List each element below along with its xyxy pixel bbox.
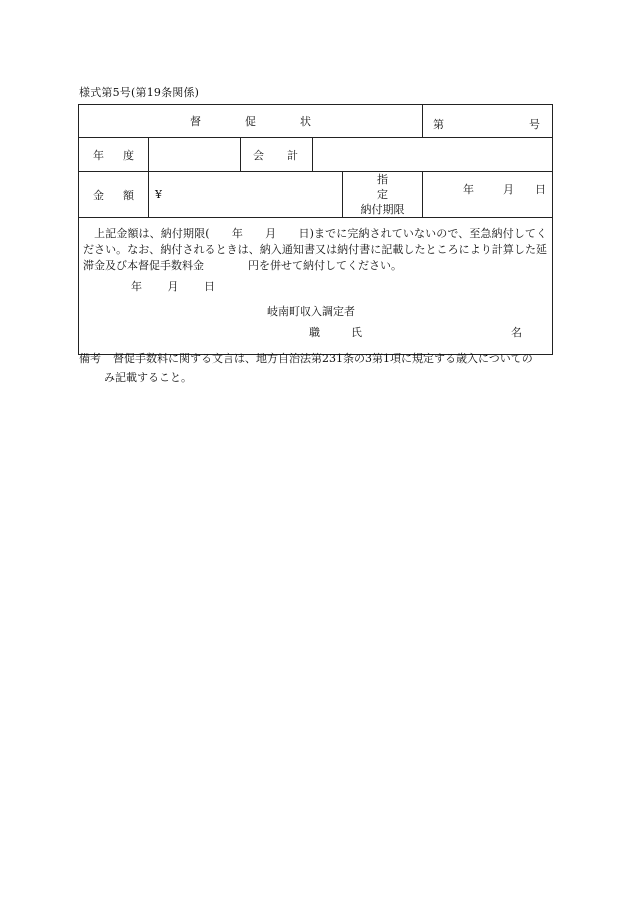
remarks-line-2: み記載すること。 <box>104 371 192 384</box>
account-label-cell <box>241 138 313 172</box>
issue-day-unit: 日 <box>204 280 215 293</box>
notice-line-2: てください。なお、納付されるときは、納入通知書又は納付書に記載したところにより計 <box>83 227 547 256</box>
demand-notice-form <box>78 104 553 355</box>
fiscal-year-value <box>149 138 241 172</box>
fiscal-year-label-char1: 年 <box>93 148 104 162</box>
amount-label-char1: 金 <box>93 188 104 202</box>
account-value <box>313 138 553 172</box>
number-prefix: 第 <box>433 118 444 131</box>
issue-date <box>131 278 237 294</box>
account-label-char2: 計 <box>287 148 298 162</box>
designated-label-line1: 指定 <box>377 173 410 201</box>
remarks-line-1: 督促手数料に関する文言は、地方自治法第231条の3第1項に規定する歳入についての <box>113 352 533 365</box>
issue-month-unit: 月 <box>167 280 179 293</box>
number-suffix: 号 <box>529 118 540 131</box>
notice-text <box>83 226 547 274</box>
notice-line-3: 算した延滞金及び本督促手数料金 円を併せて納付してください。 <box>83 243 548 272</box>
deadline-year-unit: 年 <box>463 183 474 196</box>
issuing-office: 岐南町収入調定者 <box>267 305 355 318</box>
remarks-note <box>79 349 559 387</box>
deadline-day-unit: 日 <box>535 183 546 196</box>
deadline-date-field <box>423 172 553 218</box>
deadline-month-unit: 月 <box>503 183 514 196</box>
notice-body <box>79 218 553 355</box>
official-title-char1: 職 <box>309 326 320 339</box>
remarks-label: 備考 <box>79 352 101 365</box>
fiscal-year-label-cell <box>79 138 149 172</box>
fiscal-year-label-char2: 度 <box>123 148 134 162</box>
notice-line-1: 上記金額は、納付期限( 年 月 日)までに完納されていないので、至急納付し <box>94 227 525 240</box>
amount-label-char2: 額 <box>123 188 134 202</box>
designated-deadline-label <box>343 172 423 218</box>
official-title-char3: 名 <box>511 326 522 339</box>
account-label-char1: 会 <box>253 148 264 162</box>
designated-label-line2: 納付期限 <box>360 203 405 216</box>
official-title-char2: 氏 <box>351 326 362 339</box>
document-number-field <box>423 105 553 138</box>
form-number-label: 様式第5号(第19条関係) <box>79 86 200 99</box>
amount-value <box>149 172 343 218</box>
document-title: 督促状 <box>79 105 423 138</box>
yen-symbol: ¥ <box>155 188 162 201</box>
amount-label-cell <box>79 172 149 218</box>
issue-year-unit: 年 <box>131 280 142 293</box>
